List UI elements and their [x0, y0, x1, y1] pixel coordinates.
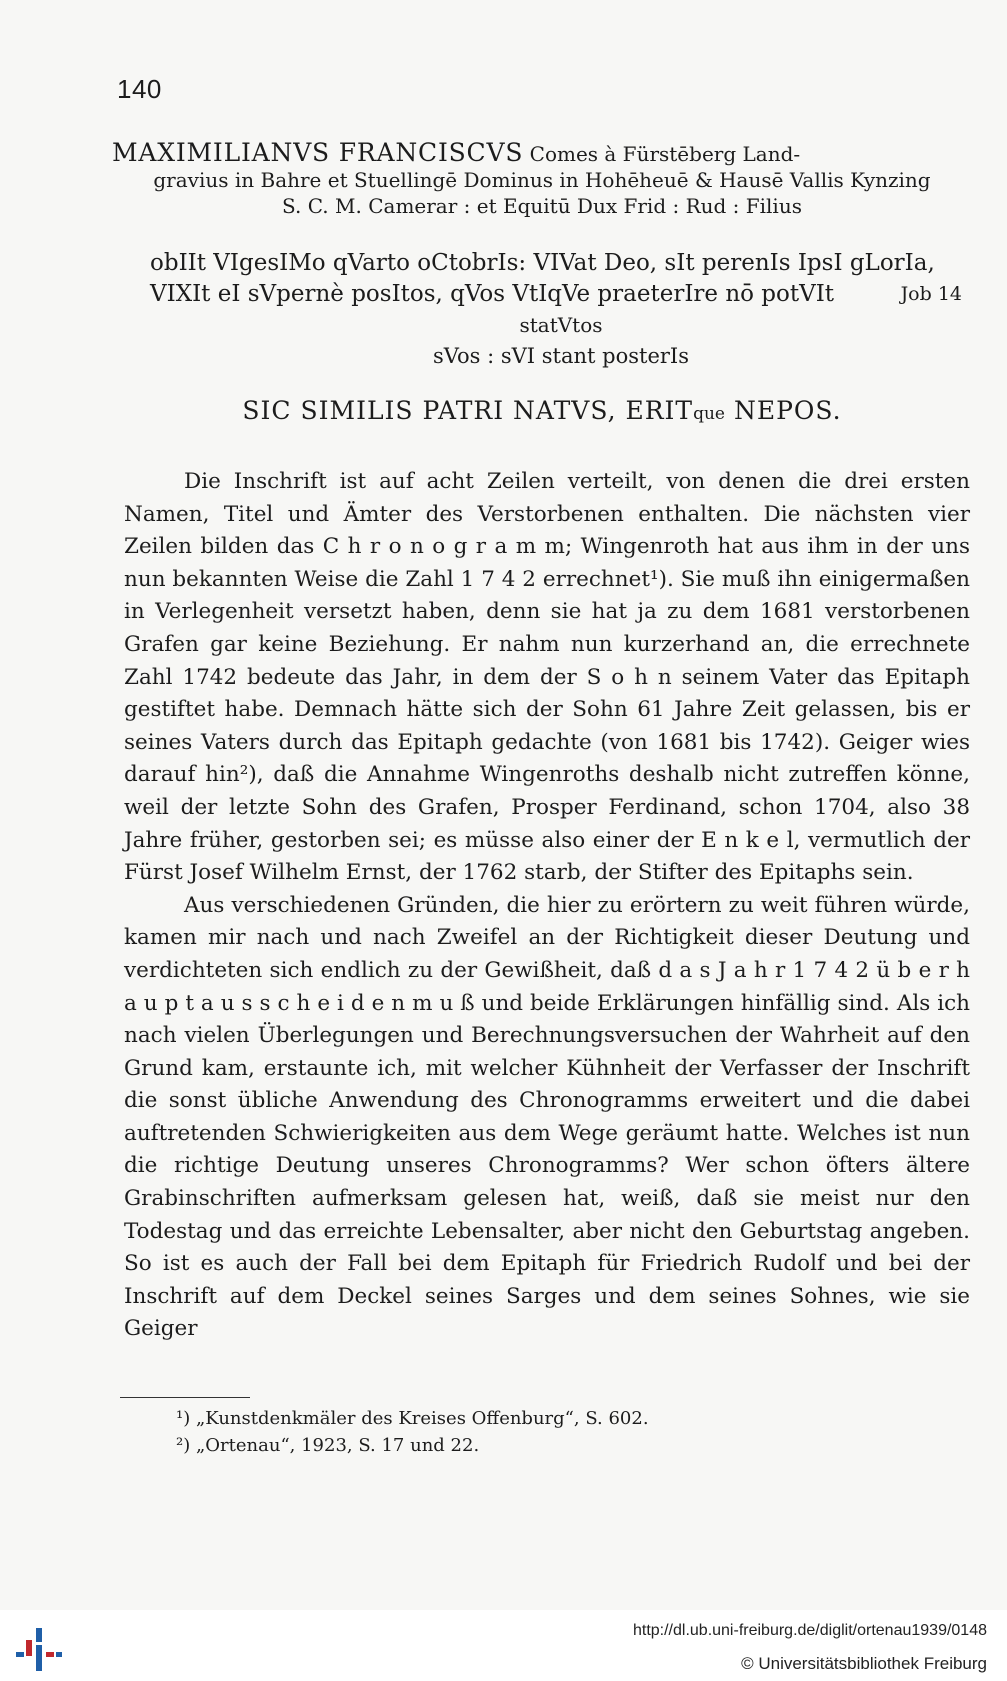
chronogram-line-1: obIIt VIgesIMo qVarto oCtobrIs: VIVat Deo, sIt perenIs IpsI gLorIa,	[150, 250, 935, 276]
chronogram	[150, 248, 972, 372]
motto-sub: que	[693, 404, 725, 424]
footnote-rule	[120, 1397, 250, 1398]
body-text	[124, 466, 970, 1346]
chronogram-line-4: sVos : sVI stant posterIs	[433, 344, 689, 368]
footnote-1: ¹) „Kunstdenkmäler des Kreises Offenburg“, S. 602.	[176, 1408, 649, 1429]
bible-reference: Job 14	[900, 283, 962, 305]
chronogram-line-2	[150, 279, 972, 310]
epitaph-heading	[112, 140, 972, 219]
footer-bar	[0, 1610, 1007, 1681]
motto	[112, 396, 972, 425]
page-number: 140	[117, 74, 162, 104]
footnotes	[176, 1405, 649, 1459]
permalink-url[interactable]: http://dl.ub.uni-freiburg.de/diglit/ortenau1939/0148	[632, 1622, 987, 1639]
heading-line-2: gravius in Bahre et Stuellingē Dominus in Hohēheuē & Hausē Vallis Kynzing	[153, 168, 931, 192]
motto-main: SIC SIMILIS PATRI NATVS, ERIT	[242, 396, 694, 425]
paragraph-1: Die Inschrift ist auf acht Zeilen verteilt, von denen die drei ersten Namen, Titel und Ämter des Verstorbenen enthalten. Die nächsten vier Zeilen bilden das C h r o n o g r a m m; Wingenroth hat aus ihm in der uns nun bekannten Weise die Zahl 1 7 4 2 errechnet¹). Sie muß ihn einigermaßen in Verlegenheit versetzt haben, denn sie hat ja zu dem 1681 verstorbenen Grafen gar keine Beziehung. Er nahm nun kurzerhand an, die errechnete Zahl 1742 bedeute das Jahr, in dem der S o h n seinem Vater das Epitaph gestiftet habe. Demnach hätte sich der Sohn 61 Jahre Zeit gelassen, bis er seines Vaters durch das Epitaph gedachte (von 1681 bis 1742). Geiger wies darauf hin²), daß die Annahme Wingenroths deshalb nicht zutreffen könne, weil der letzte Sohn des Grafen, Prosper Ferdinand, schon 1704, also 38 Jahre früher, gestorben sei; es müsse also einer der E n k e l, vermutlich der Fürst Josef Wilhelm Ernst, der 1762 starb, der Stifter des Epitaphs sein.	[124, 469, 970, 886]
paragraph-2: Aus verschiedenen Gründen, die hier zu erörtern zu weit führen würde, kamen mir nach und nach Zweifel an der Richtigkeit dieser Deutung und verdichteten sich endlich zu der Gewißheit, daß d a s J a h r 1 7 4 2 ü b e r h a u p t a u s s c h e i d e n m u ß und beide Erklärungen hinfällig sind. Als ich nach vielen Überlegungen und Berechnungsversuchen der Wahrheit auf den Grund kam, erstaunte ich, mit welcher Kühnheit der Verfasser der Inschrift die sonst übliche Anwendung des Chronogramms erweitert und die dabei auftretenden Schwierigkeiten aus dem Wege geräumt hatte. Welches ist nun die richtige Deutung unseres Chronogramms? Wer schon öfters ältere Grabinschriften aufmerksam gelesen hat, weiß, daß sie meist nur den Todestag und das erreichte Lebensalter, aber nicht den Geburtstag angeben. So ist es auch der Fall bei dem Epitaph für Friedrich Rudolf und bei der Inschrift auf dem Deckel seines Sarges und dem seines Sohnes, wie sie Geiger	[124, 892, 970, 1342]
motto-end: NEPOS.	[725, 396, 842, 425]
heading-name: MAXIMILIANVS FRANCISCVS	[112, 138, 524, 167]
heading-line-3: S. C. M. Camerar : et Equitū Dux Frid : Rud : Filius	[282, 194, 802, 218]
chronogram-line-2-text: VIXIt eI sVpernè posItos, qVos VtIqVe praeterIre nō potVIt	[150, 281, 835, 307]
heading-title: Comes à Fürstēberg Land-	[523, 142, 801, 166]
copyright-notice: © Universitätsbibliothek Freiburg	[741, 1654, 987, 1673]
chronogram-line-3: statVtos	[519, 313, 603, 337]
heading-line-1	[112, 140, 972, 167]
footnote-2: ²) „Ortenau“, 1923, S. 17 und 22.	[176, 1435, 480, 1456]
library-logo-icon	[14, 1626, 64, 1672]
